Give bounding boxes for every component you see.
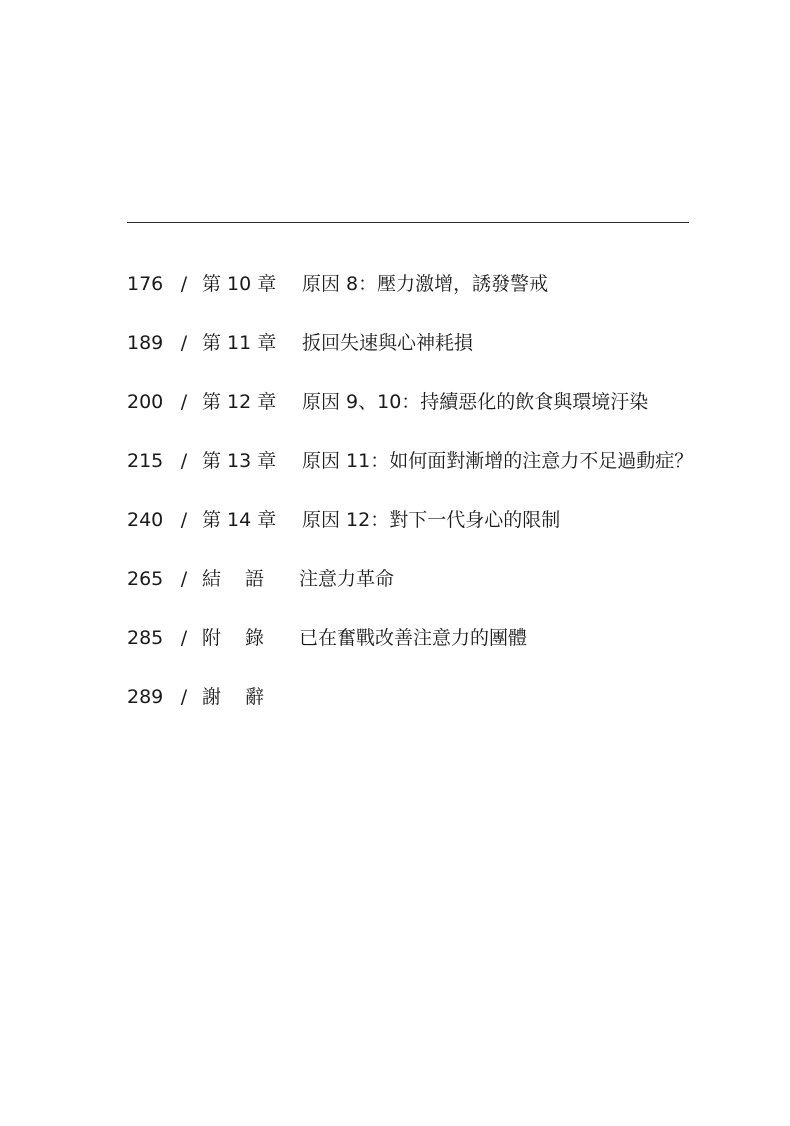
toc-entry[interactable]	[127, 504, 767, 563]
separator: /	[180, 509, 188, 531]
separator: /	[180, 391, 188, 413]
page-number: 240	[127, 509, 164, 531]
page-number: 176	[127, 273, 164, 295]
chapter-label-char: 結	[202, 568, 222, 590]
chapter-title: 原因 12：對下一代身心的限制	[302, 509, 561, 531]
chapter-label: 第 14 章	[202, 509, 277, 531]
toc-entry[interactable]	[127, 563, 767, 622]
chapter-title: 注意力革命	[299, 568, 395, 590]
toc-entry[interactable]	[127, 622, 767, 681]
chapter-title: 扳回失速與心神耗損	[302, 332, 474, 354]
chapter-label	[202, 563, 264, 595]
page-number: 215	[127, 450, 164, 472]
chapter-label-char: 辭	[244, 686, 264, 708]
chapter-label: 第 13 章	[202, 450, 277, 472]
page-number: 189	[127, 332, 164, 354]
toc-entry[interactable]	[127, 681, 767, 740]
chapter-label: 第 10 章	[202, 273, 277, 295]
chapter-title: 已在奮戰改善注意力的團體	[299, 627, 528, 649]
chapter-label-char: 語	[244, 568, 264, 590]
chapter-title: 原因 11：如何面對漸增的注意力不足過動症？	[302, 450, 694, 472]
separator: /	[180, 627, 188, 649]
chapter-label-char: 謝	[202, 686, 222, 708]
chapter-title: 原因 8：壓力激增，誘發警戒	[302, 273, 549, 295]
toc-entry[interactable]	[127, 268, 767, 327]
separator: /	[180, 273, 188, 295]
chapter-label	[202, 681, 264, 713]
toc-entry[interactable]	[127, 445, 767, 504]
separator: /	[180, 332, 188, 354]
top-divider	[127, 222, 689, 223]
chapter-label: 第 11 章	[202, 332, 277, 354]
chapter-label: 第 12 章	[202, 391, 277, 413]
page-number: 285	[127, 627, 164, 649]
page-number: 289	[127, 686, 164, 708]
separator: /	[180, 568, 188, 590]
separator: /	[180, 450, 188, 472]
page-number: 265	[127, 568, 164, 590]
table-of-contents	[127, 268, 767, 740]
toc-entry[interactable]	[127, 327, 767, 386]
separator: /	[180, 686, 188, 708]
page-number: 200	[127, 391, 164, 413]
chapter-label	[202, 622, 264, 654]
chapter-label-char: 附	[202, 627, 222, 649]
chapter-label-char: 錄	[244, 627, 264, 649]
chapter-title: 原因 9、10：持續惡化的飲食與環境汙染	[302, 391, 649, 413]
toc-entry[interactable]	[127, 386, 767, 445]
